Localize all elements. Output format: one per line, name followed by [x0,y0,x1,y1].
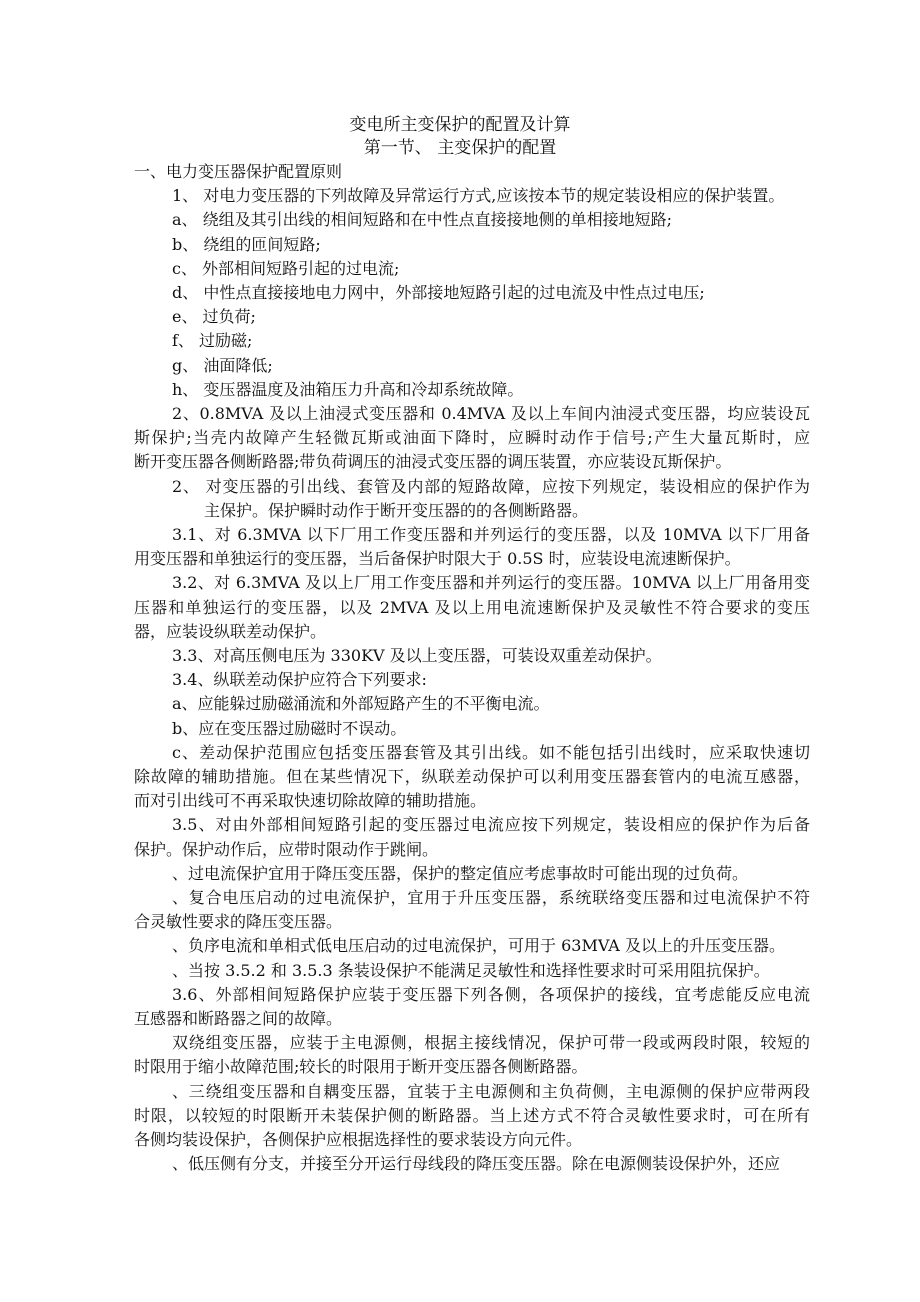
paragraph-continuation-line: 保护。保护动作后，应带时限动作于跳闸。 [134,840,439,859]
paragraph-line: 、当按 3.5.2 和 3.5.3 条装设保护不能满足灵敏性和选择性要求时可采用阻抗保护。 [172,961,770,980]
paragraph-line: h、 变压器温度及油箱压力升高和冷却系统故障。 [172,380,524,399]
paragraph-line: 3.1、对 6.3MVA 以下厂用工作变压器和并列运行的变压器，以及 10MVA 以下厂用备 [172,525,810,544]
paragraph-line: d、 中性点直接接地电力网中，外部接地短路引起的过电流及中性点过电压; [172,283,705,302]
paragraph-line: b、应在变压器过励磁时不误动。 [172,719,407,738]
paragraph-line: c、 外部相间短路引起的过电流; [172,259,400,278]
paragraph-continuation-line: 各侧均装设保护，各侧保护应根据选择性的要求装设方向元件。 [134,1130,583,1149]
paragraph-line: 、过电流保护宜用于降压变压器，保护的整定值应考虑事故时可能出现的过负荷。 [172,864,749,883]
paragraph-continuation-line: 器，应装设纵联差动保护。 [134,622,327,641]
paragraph-continuation-line: 斯保护;当壳内故障产生轻微瓦斯或油面下降时，应瞬时动作于信号;产生大量瓦斯时，应 [134,428,810,447]
paragraph-line: a、应能躲过励磁涌流和外部短路产生的不平衡电流。 [172,694,550,713]
paragraph-continuation-line: 合灵敏性要求的降压变压器。 [134,912,343,931]
paragraph-line: 3.2、对 6.3MVA 及以上厂用工作变压器和并列运行的变压器。10MVA 以上厂用备用变 [172,573,810,592]
paragraph-line: a、 绕组及其引出线的相间短路和在中性点直接接地侧的单相接地短路; [172,210,673,229]
paragraph-line: f、 过励磁; [172,331,253,350]
paragraph-line: 2、 对变压器的引出线、套管及内部的短路故障，应按下列规定，装设相应的保护作为 [172,477,810,496]
paragraph-continuation-line: 主保护。保护瞬时动作于断开变压器的的各侧断路器。 [204,501,589,520]
paragraph-line: 、三绕组变压器和自耦变压器，宜装于主电源侧和主负荷侧，主电源侧的保护应带两段 [172,1082,810,1101]
paragraph-continuation-line: 用变压器和单独运行的变压器，当后备保护时限大于 0.5S 时，应装设电流速断保护。 [134,549,741,568]
paragraph-line: 一、电力变压器保护配置原则 [134,162,343,181]
paragraph-line: 2、0.8MVA 及以上油浸式变压器和 0.4MVA 及以上车间内油浸式变压器，均应装设瓦 [172,404,810,423]
document-title: 变电所主变保护的配置及计算 [349,115,571,135]
paragraph-line: 双绕组变压器，应装于主电源侧，根据主接线情况，保护可带一段或两段时限，较短的 [172,1033,810,1052]
paragraph-continuation-line: 互感器和断路器之间的故障。 [134,1009,343,1028]
paragraph-continuation-line: 而对引出线可不再采取快速切除故障的辅助措施。 [134,791,487,810]
paragraph-line: 3.5、对由外部相间短路引起的变压器过电流应按下列规定，装设相应的保护作为后备 [172,815,810,834]
paragraph-line: c、差动保护范围应包括变压器套管及其引出线。如不能包括引出线时，应采取快速切 [172,743,810,762]
paragraph-line: 1、 对电力变压器的下列故障及异常运行方式,应该按本节的规定装设相应的保护装置。 [172,186,785,205]
paragraph-line: 、低压侧有分支，并接至分开运行母线段的降压变压器。除在电源侧装设保护外，还应 [172,1154,781,1173]
paragraph-line: g、 油面降低; [172,356,273,375]
paragraph-line: 3.6、外部相间短路保护应装于变压器下列各侧，各项保护的接线，宜考虑能反应电流 [172,985,810,1004]
paragraph-line: 、复合电压启动的过电流保护，宜用于升压变压器，系统联络变压器和过电流保护不符 [172,888,810,907]
paragraph-line: e、 过负荷; [172,307,256,326]
paragraph-continuation-line: 压器和单独运行的变压器，以及 2MVA 及以上用电流速断保护及灵敏性不符合要求的变压 [134,598,810,617]
section-heading: 第一节、 主变保护的配置 [363,138,557,158]
paragraph-line: 3.4、纵联差动保护应符合下列要求: [172,670,427,689]
paragraph-continuation-line: 除故障的辅助措施。但在某些情况下，纵联差动保护可以利用变压器套管内的电流互感器， [134,767,810,786]
paragraph-continuation-line: 时限用于缩小故障范围;较长的时限用于断开变压器各侧断路器。 [134,1057,588,1076]
paragraph-line: b、 绕组的匝间短路; [172,235,321,254]
paragraph-line: 、负序电流和单相式低电压启动的过电流保护，可用于 63MVA 及以上的升压变压器。 [172,936,785,955]
paragraph-line: 3.3、对高压侧电压为 330KV 及以上变压器，可装设双重差动保护。 [172,646,662,665]
paragraph-continuation-line: 断开变压器各侧断路器;带负荷调压的油浸式变压器的调压装置，亦应装设瓦斯保护。 [134,452,732,471]
paragraph-continuation-line: 时限，以较短的时限断开未装保护侧的断路器。当上述方式不符合灵敏性要求时，可在所有 [134,1106,810,1125]
